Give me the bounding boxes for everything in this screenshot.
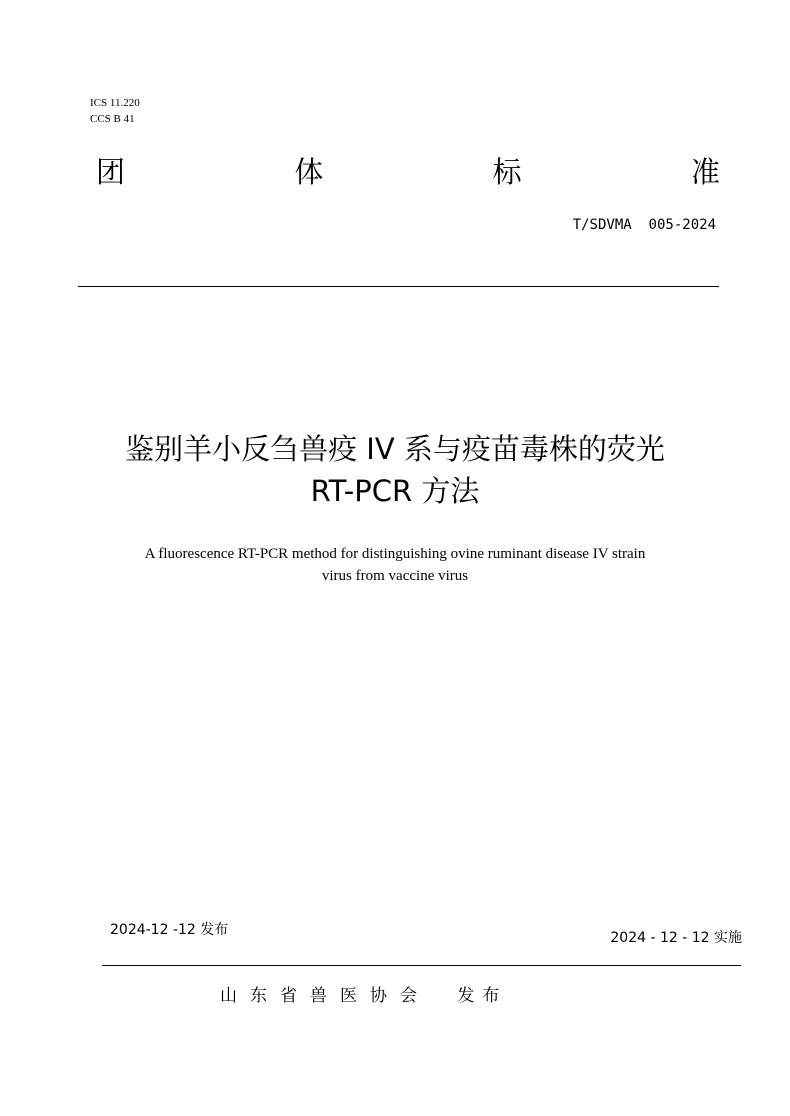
standard-number-text: T/SDVMA 005-2024 — [572, 217, 716, 233]
standard-number — [573, 216, 716, 234]
publisher-line — [220, 984, 507, 1008]
ics-code: ICS 11.220 — [90, 97, 140, 109]
category-char-2: 体 — [294, 155, 324, 189]
publisher-action: 发布 — [457, 986, 508, 1006]
category-char-4: 准 — [690, 155, 720, 189]
english-title-line-1: A fluorescence RT-PCR method for distinguishing ovine ruminant disease IV strain — [144, 546, 646, 562]
publisher-organization: 山东省兽医协会 — [220, 986, 430, 1006]
english-title-line-2: virus from vaccine virus — [321, 568, 469, 584]
chinese-title — [0, 428, 790, 512]
footer-divider — [102, 965, 741, 966]
publish-date: 2024-12 -12 发布 — [110, 922, 229, 938]
chinese-title-line-2: RT-PCR 方法 — [310, 474, 480, 508]
english-title — [0, 543, 790, 587]
classification-codes — [90, 95, 140, 127]
standard-category-heading — [96, 152, 720, 192]
category-char-1: 团 — [96, 155, 126, 189]
header-divider — [78, 286, 719, 287]
category-char-3: 标 — [492, 155, 522, 189]
chinese-title-line-1: 鉴别羊小反刍兽疫 IV 系与疫苗毒株的荧光 — [125, 432, 665, 466]
ccs-code: CCS B 41 — [90, 113, 135, 125]
implementation-date: 2024 - 12 - 12 实施 — [610, 930, 742, 946]
